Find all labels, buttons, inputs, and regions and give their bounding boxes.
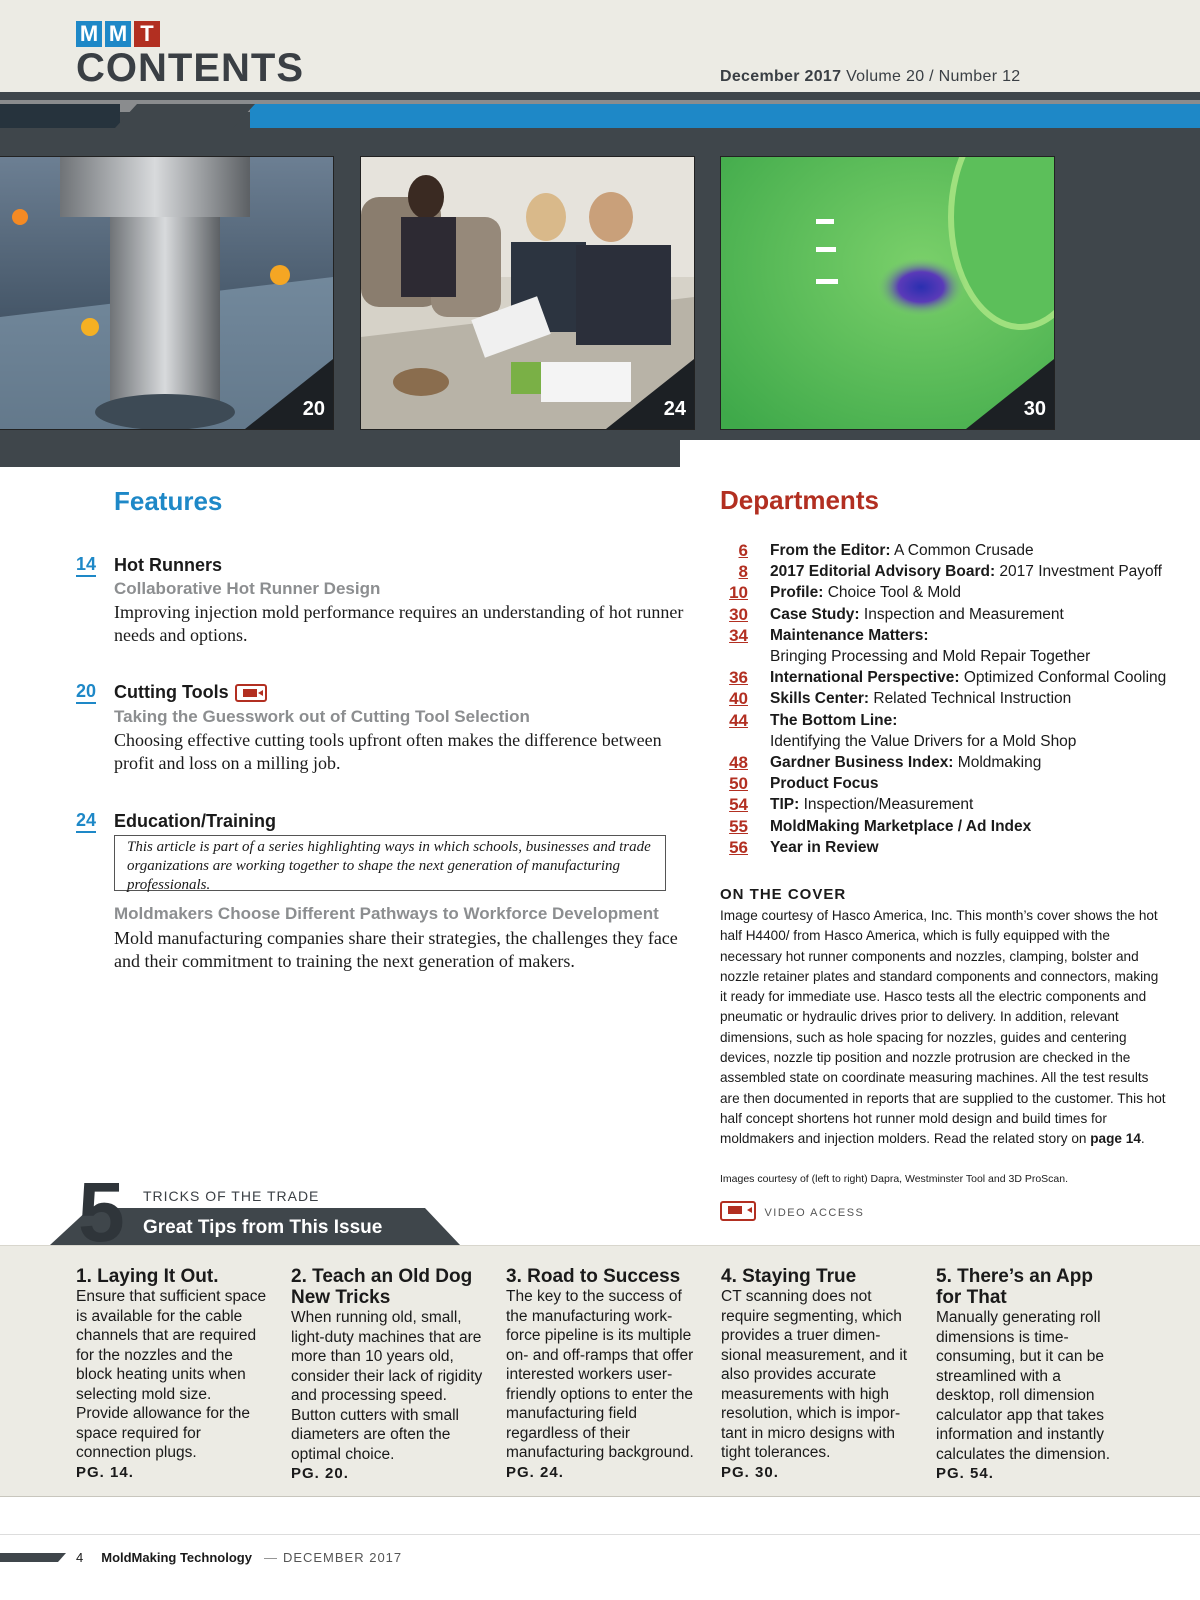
department-page-link[interactable]: 40: [729, 689, 748, 709]
department-entry: [770, 773, 879, 794]
photo-page-number: 24: [663, 398, 686, 420]
department-row[interactable]: [716, 837, 1186, 858]
department-label: Skills Center:: [770, 690, 870, 708]
photo-ct-scan[interactable]: [720, 156, 1055, 430]
department-entry: [770, 646, 1090, 667]
department-row[interactable]: [716, 582, 1186, 603]
department-page-link[interactable]: 50: [729, 774, 748, 794]
cover-text: Image courtesy of Hasco America, Inc. This month’s cover shows the hot half H4400/ from Hasco America, which is fully equipped with the necessary hot runner components and nozzles, clamping, bolster and nozzle retainer plates and standard components and connectors, making it ready for immediate use. Hasco tests all the electric components and pneumatic or hydraulic drives prior to delivery. In addition, relevant dimensions, such as hole spacing for nozzles, guides and centering devices, nozzle tip position and nozzle protrusion are checked in the assembled state on coordinate measuring machines. All the test results are then documented in reports that are supplied to the customer. This hot half concept shortens hot runner mold design and build times for moldmakers and injection molders. Read the related story on: [720, 908, 1166, 1147]
department-label: TIP:: [770, 796, 800, 814]
tips-heading: Great Tips from This Issue: [143, 1217, 383, 1238]
department-text: Optimized Conformal Cooling: [959, 669, 1167, 687]
department-label: 2017 Editorial Advisory Board:: [770, 563, 996, 581]
department-text: Related Technical Instruction: [869, 690, 1072, 708]
tip-card: [291, 1266, 483, 1483]
issue-volume: Volume 20 / Number 12: [846, 68, 1021, 85]
department-page-link[interactable]: 36: [729, 668, 748, 688]
department-label: International Perspective:: [770, 669, 960, 687]
logo-letter: T: [134, 21, 160, 47]
cover-heading: ON THE COVER: [720, 886, 847, 903]
tip-title: 5. There’s an App for That: [936, 1266, 1093, 1308]
department-row[interactable]: [716, 625, 1186, 646]
photo-page-number: 20: [302, 398, 325, 420]
department-text: Moldmaking: [953, 754, 1042, 771]
department-row[interactable]: [716, 561, 1186, 582]
feature-description: Improving injection mold performance requires an understanding of hot runner needs and options.: [114, 602, 684, 645]
department-entry: [770, 582, 961, 603]
footer-bar: [0, 1553, 66, 1562]
tip-body: Manually generating roll dimensions is time-consuming, but it can be streamlined with a desktop, roll dimension calculator app that takes information and instantly calculates the dimension.: [936, 1309, 1111, 1463]
video-icon: [720, 1201, 756, 1221]
department-row[interactable]: [716, 646, 1186, 667]
video-icon[interactable]: [235, 684, 267, 702]
cover-description: [720, 906, 1166, 1150]
feature-title[interactable]: Hot Runners: [114, 555, 222, 575]
feature-page-link[interactable]: 20: [76, 681, 96, 704]
department-text: 2017 Investment Payoff: [995, 563, 1162, 581]
feature-subtitle: Taking the Guesswork out of Cutting Tool Selection: [114, 707, 530, 726]
strip-divider: [115, 104, 255, 128]
department-entry: [770, 710, 897, 731]
department-entry: [770, 794, 973, 815]
department-text: Choice Tool & Mold: [823, 584, 961, 602]
feature-description: Choosing effective cutting tools upfront often makes the difference between profit and loss on a milling job.: [114, 730, 662, 773]
tip-body: CT scanning does not require segmenting, which provides a truer dimen-sional measurement, and it also provides accurate measurements with high resolution, which is impor-tant in micro designs with tight tolerances.: [721, 1288, 908, 1461]
department-row[interactable]: [716, 688, 1186, 709]
department-row[interactable]: [716, 667, 1186, 688]
photo-page-number: 30: [1023, 398, 1046, 420]
department-entry: [770, 540, 1034, 561]
department-entry: [770, 837, 879, 858]
feature-subtitle: Collaborative Hot Runner Design: [114, 579, 381, 598]
cover-page-link[interactable]: page 14: [1090, 1131, 1141, 1147]
department-entry: [770, 688, 1071, 709]
footer-rule: [0, 1534, 1200, 1535]
department-label: Year in Review: [770, 838, 879, 856]
department-row[interactable]: [716, 540, 1186, 561]
department-entry: [770, 752, 1041, 773]
photo-training-meeting[interactable]: [360, 156, 695, 430]
feature-subtitle: Moldmakers Choose Different Pathways to Workforce Development: [114, 904, 659, 923]
tip-title: 4. Staying True: [721, 1266, 857, 1287]
department-entry: [770, 561, 1162, 582]
footer-month: DECEMBER 2017: [282, 1550, 403, 1565]
video-access-legend: [720, 1201, 865, 1221]
department-row[interactable]: [716, 794, 1186, 815]
department-page-link[interactable]: 44: [729, 710, 748, 730]
logo-letter: M: [76, 21, 102, 47]
feature-description: Mold manufacturing companies share their strategies, the challenges they face and their commitment to training the next generation of makers.: [114, 928, 678, 971]
tip-card: [721, 1266, 913, 1482]
department-label: Case Study:: [770, 605, 860, 623]
department-page-link[interactable]: 10: [729, 583, 748, 603]
tip-body: When running old, small, light-duty machines that are more than 10 years old, consider their lack of rigidity and processing speed. Button cutters with small diameters are often the optimal choice.: [291, 1309, 483, 1463]
department-entry: [770, 816, 1031, 837]
tip-card: [506, 1266, 698, 1482]
department-label: MoldMaking Marketplace / Ad Index: [770, 817, 1032, 835]
tip-body: The key to the success of the manufacturing work-force pipeline is its multiple on- and off-ramps that offer interested workers user-friendly options to enter the manufacturing field regardless of their manufacturing background.: [506, 1288, 694, 1461]
issue-info: [720, 68, 1020, 86]
department-row[interactable]: [716, 731, 1186, 752]
department-entry: [770, 731, 1076, 752]
department-entry: [770, 604, 1064, 625]
tip-page-link[interactable]: PG. 20.: [291, 1465, 349, 1482]
department-text: A Common Crusade: [890, 542, 1034, 559]
department-label: Profile:: [770, 584, 824, 602]
department-page-link[interactable]: 54: [729, 795, 748, 815]
tip-card: [936, 1266, 1116, 1483]
band-cut-right: [680, 440, 1200, 467]
department-row[interactable]: [716, 710, 1186, 731]
department-page-link[interactable]: 30: [729, 604, 748, 624]
tip-title: 3. Road to Success: [506, 1266, 681, 1287]
footer-publication: MoldMaking Technology: [101, 1550, 252, 1565]
tricks-number: 5: [78, 1165, 125, 1259]
department-entry: [770, 625, 928, 646]
tip-page-link[interactable]: PG. 14.: [76, 1463, 134, 1481]
department-entry: [770, 667, 1166, 688]
footer-page-number: 4: [76, 1550, 84, 1565]
department-page-link[interactable]: 34: [729, 625, 748, 645]
tip-card: [76, 1266, 268, 1482]
department-page-link[interactable]: 48: [729, 753, 748, 772]
department-page-link[interactable]: 8: [738, 562, 748, 582]
department-row[interactable]: [716, 816, 1186, 837]
feature-title[interactable]: Cutting Tools: [114, 682, 229, 702]
department-page-link[interactable]: 56: [729, 837, 748, 857]
feature-page-link[interactable]: 14: [76, 554, 96, 577]
department-row[interactable]: [716, 773, 1186, 794]
department-text: Inspection/Measurement: [799, 796, 974, 814]
footer: [76, 1550, 402, 1566]
department-page-link[interactable]: 55: [729, 816, 748, 836]
series-note: This article is part of a series highlighting ways in which schools, businesses and trade organizations are working together to shape the next generation of manufacturing professionals.: [114, 835, 666, 891]
issue-date: December 2017: [720, 68, 842, 85]
page-title: CONTENTS: [76, 46, 304, 90]
department-label: Product Focus: [770, 775, 879, 793]
cover-text-end: .: [1140, 1131, 1145, 1147]
tip-title: 1. Laying It Out.: [76, 1266, 219, 1287]
photo-cutting-tool[interactable]: [0, 156, 334, 430]
logo-letter: M: [105, 21, 131, 47]
department-label: Gardner Business Index:: [770, 754, 954, 771]
footer-dash: —: [263, 1550, 277, 1565]
department-text: Bringing Processing and Mold Repair Together: [770, 648, 1091, 665]
department-label: From the Editor:: [770, 542, 891, 559]
video-access-label: VIDEO ACCESS: [764, 1207, 865, 1220]
tip-page-link[interactable]: PG. 24.: [506, 1463, 564, 1481]
tricks-label: TRICKS OF THE TRADE: [143, 1188, 320, 1204]
department-text: Identifying the Value Drivers for a Mold Shop: [770, 732, 1077, 750]
department-label: Maintenance Matters:: [770, 626, 929, 644]
department-label: The Bottom Line:: [770, 711, 898, 729]
feature-title[interactable]: Education/Training: [114, 811, 277, 831]
tip-body: Ensure that sufficient space is available for the cable channels that are required for the nozzles and the block heating units when selecting mold size. Provide allowance for the space required for connection plugs.: [76, 1288, 267, 1461]
department-text: Inspection and Measurement: [859, 605, 1064, 623]
tip-title: 2. Teach an Old Dog New Tricks: [291, 1266, 473, 1308]
department-page-link[interactable]: 6: [738, 541, 748, 560]
tip-page-link[interactable]: PG. 54.: [936, 1465, 994, 1482]
department-row[interactable]: [716, 604, 1186, 625]
feature-title-row: [114, 681, 267, 703]
departments-heading: Departments: [720, 485, 879, 515]
features-heading: Features: [114, 486, 223, 516]
image-credits: Images courtesy of (left to right) Dapra, Westminster Tool and 3D ProScan.: [720, 1173, 1069, 1185]
department-row[interactable]: [716, 752, 1186, 773]
feature-page-link[interactable]: 24: [76, 810, 96, 833]
blue-strip: [250, 104, 1200, 128]
tip-page-link[interactable]: PG. 30.: [721, 1463, 779, 1481]
dark-strip: [0, 104, 120, 128]
